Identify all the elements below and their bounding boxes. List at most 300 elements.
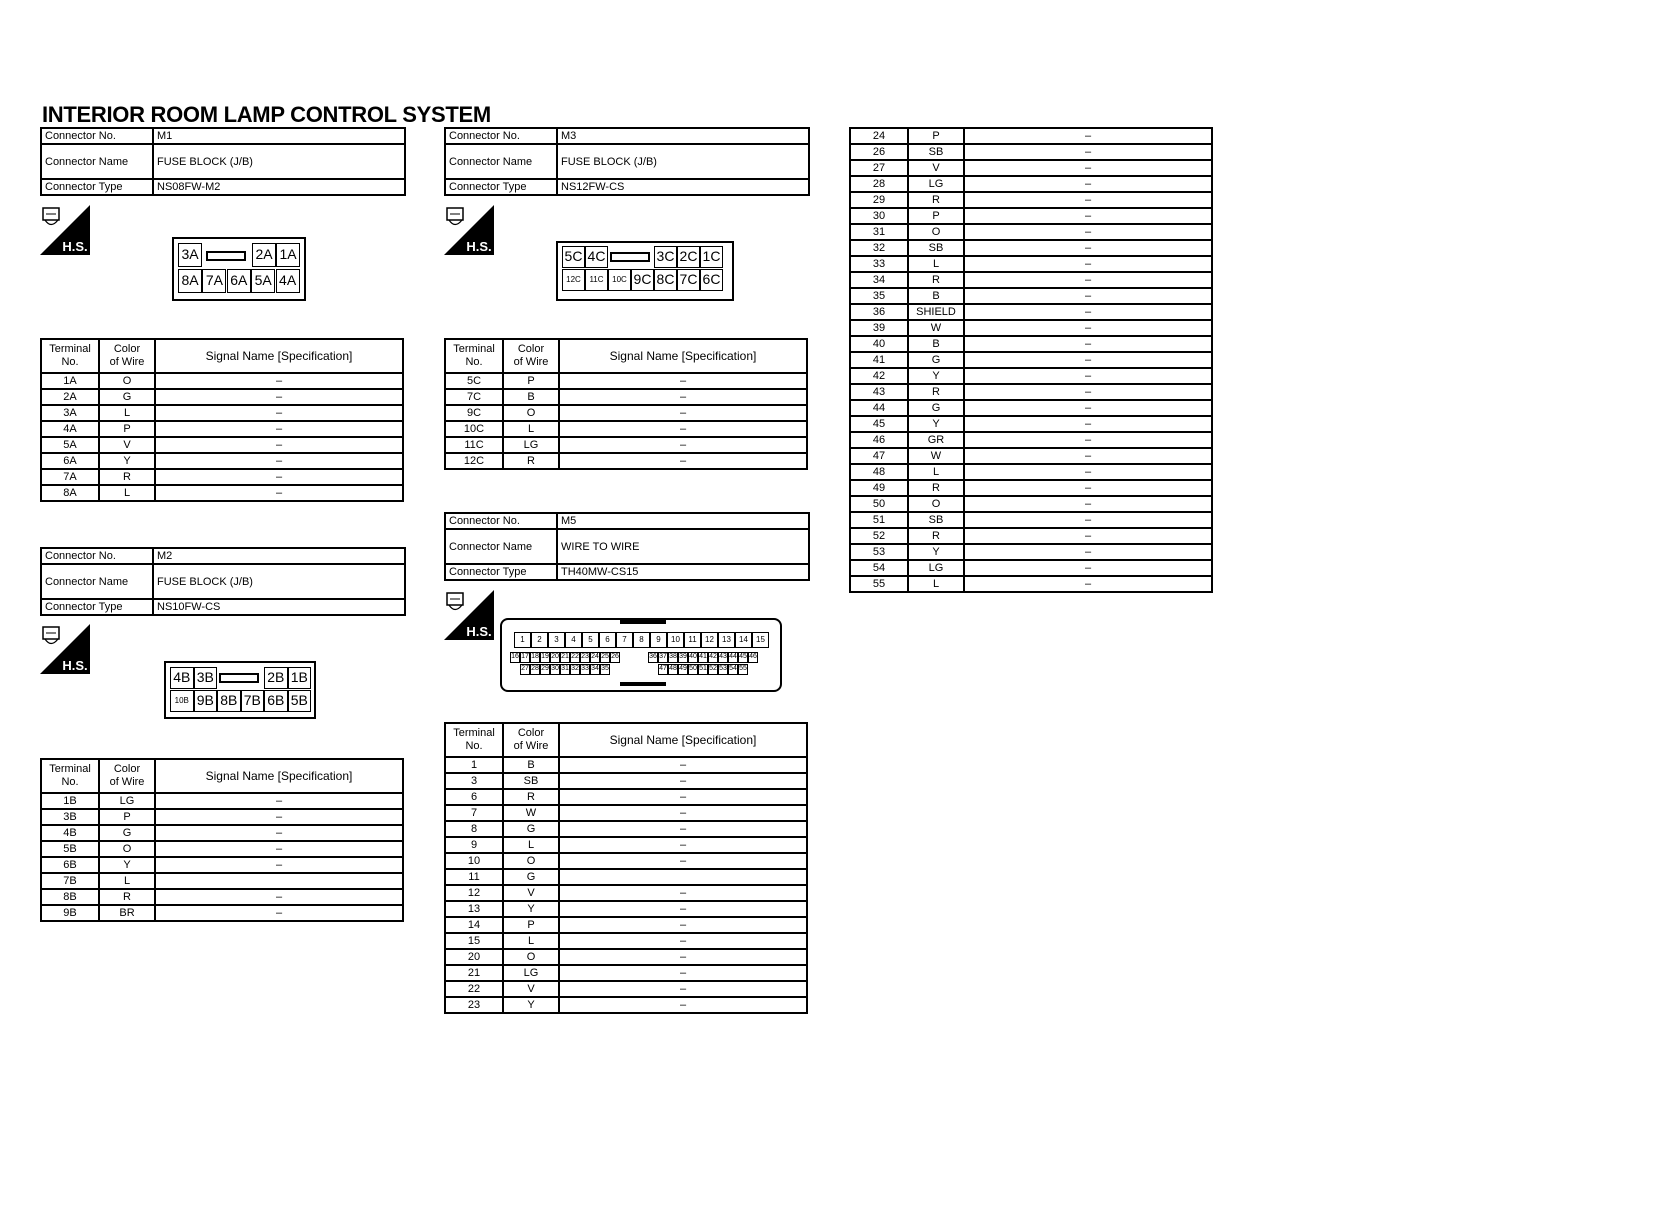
table-row bbox=[41, 809, 403, 825]
m1-connector-name: FUSE BLOCK (J/B) bbox=[153, 144, 405, 179]
connector-pin: 53 bbox=[718, 664, 728, 675]
signal-name: – bbox=[964, 336, 1212, 352]
connector-pin: 1B bbox=[288, 667, 312, 689]
connector-pin: 43 bbox=[718, 652, 728, 663]
terminal-no: 34 bbox=[850, 272, 908, 288]
table-row bbox=[445, 853, 807, 869]
table-row bbox=[850, 560, 1212, 576]
signal-name: – bbox=[964, 544, 1212, 560]
signal-name: – bbox=[964, 400, 1212, 416]
connector-pin: 20 bbox=[550, 652, 560, 663]
terminal-no: 2A bbox=[41, 389, 99, 405]
connector-pin: 28 bbox=[530, 664, 540, 675]
connector-pin: 6A bbox=[227, 269, 251, 293]
wire-color: G bbox=[503, 869, 559, 885]
connector-pin: 7A bbox=[202, 269, 226, 293]
connector-pin: 11C bbox=[585, 269, 608, 291]
connector-pin: 41 bbox=[698, 652, 708, 663]
connector-name-label: Connector Name bbox=[41, 564, 153, 599]
m5-terminal-table bbox=[444, 722, 808, 1014]
signal-name: – bbox=[964, 176, 1212, 192]
signal-name: – bbox=[559, 453, 807, 469]
wire-color: O bbox=[503, 405, 559, 421]
connector-pin: 16 bbox=[510, 652, 520, 663]
connector-no-label: Connector No. bbox=[41, 548, 153, 564]
connector-pin: 11 bbox=[684, 632, 701, 648]
connector-pin: 18 bbox=[530, 652, 540, 663]
table-row bbox=[445, 789, 807, 805]
connector-pin: 4 bbox=[565, 632, 582, 648]
signal-name: – bbox=[559, 437, 807, 453]
connector-pin: 44 bbox=[728, 652, 738, 663]
page-title: INTERIOR ROOM LAMP CONTROL SYSTEM bbox=[42, 102, 491, 127]
signal-name: – bbox=[559, 405, 807, 421]
signal-name: – bbox=[155, 809, 403, 825]
terminal-no: 9B bbox=[41, 905, 99, 921]
table-row bbox=[445, 757, 807, 773]
connector-latch bbox=[620, 682, 666, 686]
signal-name: – bbox=[964, 192, 1212, 208]
signal-name: – bbox=[155, 373, 403, 389]
signal-name: – bbox=[155, 437, 403, 453]
table-row bbox=[41, 857, 403, 873]
wire-color: L bbox=[908, 576, 964, 592]
wire-color: Y bbox=[99, 857, 155, 873]
terminal-no: 7 bbox=[445, 805, 503, 821]
signal-name: – bbox=[964, 528, 1212, 544]
m3-info-table bbox=[444, 127, 810, 196]
terminal-no: 8B bbox=[41, 889, 99, 905]
connector-pin: 52 bbox=[708, 664, 718, 675]
signal-name: – bbox=[559, 853, 807, 869]
terminal-no: 7A bbox=[41, 469, 99, 485]
table-row bbox=[41, 841, 403, 857]
connector-pin: 46 bbox=[748, 652, 758, 663]
table-row bbox=[850, 352, 1212, 368]
signal-name: – bbox=[155, 841, 403, 857]
terminal-no: 11C bbox=[445, 437, 503, 453]
wire-color: V bbox=[503, 885, 559, 901]
connector-pin: 9C bbox=[631, 269, 654, 291]
wire-color: O bbox=[503, 949, 559, 965]
wire-color: Y bbox=[908, 368, 964, 384]
connector-pin: 48 bbox=[668, 664, 678, 675]
terminal-no: 31 bbox=[850, 224, 908, 240]
connector-pin: 23 bbox=[580, 652, 590, 663]
wire-color: W bbox=[908, 448, 964, 464]
m1-connector-type: NS08FW-M2 bbox=[153, 179, 405, 195]
wire-color: L bbox=[99, 485, 155, 501]
table-row bbox=[850, 416, 1212, 432]
signal-name: – bbox=[559, 837, 807, 853]
signal-name: – bbox=[559, 821, 807, 837]
signal-name-header: Signal Name [Specification] bbox=[559, 723, 807, 757]
wire-color: G bbox=[99, 825, 155, 841]
table-row bbox=[850, 496, 1212, 512]
terminal-no: 1B bbox=[41, 793, 99, 809]
table-row bbox=[850, 464, 1212, 480]
connector-pin: 1A bbox=[276, 243, 300, 267]
table-row bbox=[41, 905, 403, 921]
table-row bbox=[850, 176, 1212, 192]
m1-connector-diagram bbox=[172, 237, 306, 301]
connector-no-label: Connector No. bbox=[445, 128, 557, 144]
connector-pin: 6B bbox=[264, 690, 288, 712]
terminal-no: 5B bbox=[41, 841, 99, 857]
connector-pin: 54 bbox=[728, 664, 738, 675]
connector-pin: 7B bbox=[241, 690, 265, 712]
wire-color: R bbox=[908, 528, 964, 544]
signal-name: – bbox=[964, 416, 1212, 432]
table-row bbox=[41, 793, 403, 809]
terminal-no: 54 bbox=[850, 560, 908, 576]
terminal-no: 36 bbox=[850, 304, 908, 320]
connector-pin: 35 bbox=[600, 664, 610, 675]
connector-pin: 26 bbox=[610, 652, 620, 663]
connector-pin: 22 bbox=[570, 652, 580, 663]
connector-pin: 47 bbox=[658, 664, 668, 675]
terminal-no: 5A bbox=[41, 437, 99, 453]
hs-icon bbox=[40, 205, 90, 255]
terminal-no: 21 bbox=[445, 965, 503, 981]
table-row bbox=[445, 837, 807, 853]
connector-latch bbox=[620, 618, 666, 624]
signal-name: – bbox=[559, 917, 807, 933]
signal-name: – bbox=[964, 432, 1212, 448]
table-row bbox=[850, 160, 1212, 176]
connector-pin: 5B bbox=[288, 690, 312, 712]
table-row bbox=[445, 373, 807, 389]
connector-pin: 21 bbox=[560, 652, 570, 663]
connector-no-label: Connector No. bbox=[445, 513, 557, 529]
wire-color: L bbox=[908, 464, 964, 480]
table-row bbox=[850, 544, 1212, 560]
connector-pin: 10 bbox=[667, 632, 684, 648]
wire-color: L bbox=[503, 421, 559, 437]
connector-pin: 19 bbox=[540, 652, 550, 663]
connector-pin: 38 bbox=[668, 652, 678, 663]
table-row bbox=[41, 469, 403, 485]
color-of-wire-header: Color of Wire bbox=[503, 723, 559, 757]
hs-icon-graphic bbox=[40, 205, 90, 255]
connector-pin: 14 bbox=[735, 632, 752, 648]
terminal-no: 7C bbox=[445, 389, 503, 405]
connector-pin: 51 bbox=[698, 664, 708, 675]
connector-pin: 55 bbox=[738, 664, 748, 675]
table-row bbox=[41, 825, 403, 841]
hs-icon-graphic bbox=[444, 205, 494, 255]
wire-color: R bbox=[503, 453, 559, 469]
connector-pin: 2A bbox=[252, 243, 276, 267]
signal-name: – bbox=[559, 421, 807, 437]
terminal-no: 11 bbox=[445, 869, 503, 885]
connector-pin: 9 bbox=[650, 632, 667, 648]
table-row bbox=[850, 400, 1212, 416]
wire-color: W bbox=[503, 805, 559, 821]
connector-pin: 15 bbox=[752, 632, 769, 648]
terminal-no-header: Terminal No. bbox=[445, 723, 503, 757]
wire-color: G bbox=[908, 400, 964, 416]
table-row bbox=[41, 373, 403, 389]
terminal-no: 20 bbox=[445, 949, 503, 965]
wire-color: B bbox=[503, 389, 559, 405]
m3-connector-diagram bbox=[556, 241, 734, 301]
connector-pin: 42 bbox=[708, 652, 718, 663]
connector-no-label: Connector No. bbox=[41, 128, 153, 144]
connector-lock bbox=[610, 252, 650, 262]
connector-pin: 4C bbox=[585, 246, 608, 268]
hs-label: H.S. bbox=[466, 624, 492, 639]
connector-pin: 45 bbox=[738, 652, 748, 663]
signal-name: – bbox=[964, 368, 1212, 384]
terminal-no: 28 bbox=[850, 176, 908, 192]
connector-pin: 4A bbox=[276, 269, 300, 293]
signal-name bbox=[155, 873, 403, 889]
terminal-no: 9C bbox=[445, 405, 503, 421]
wire-color: V bbox=[99, 437, 155, 453]
signal-name: – bbox=[155, 889, 403, 905]
wire-color: GR bbox=[908, 432, 964, 448]
hs-icon bbox=[444, 205, 494, 255]
terminal-no: 35 bbox=[850, 288, 908, 304]
wire-color: B bbox=[908, 336, 964, 352]
wire-color: O bbox=[908, 496, 964, 512]
table-row bbox=[850, 384, 1212, 400]
wire-color: SB bbox=[908, 512, 964, 528]
signal-name bbox=[559, 869, 807, 885]
connector-pin: 34 bbox=[590, 664, 600, 675]
terminal-no: 45 bbox=[850, 416, 908, 432]
m3-connector-no: M3 bbox=[557, 128, 809, 144]
table-row bbox=[850, 256, 1212, 272]
table-row bbox=[850, 512, 1212, 528]
signal-name: – bbox=[964, 384, 1212, 400]
connector-pin: 37 bbox=[658, 652, 668, 663]
wire-color: BR bbox=[99, 905, 155, 921]
table-row bbox=[41, 485, 403, 501]
connector-lock bbox=[206, 251, 246, 261]
terminal-no: 4A bbox=[41, 421, 99, 437]
wire-color: V bbox=[503, 981, 559, 997]
table-row bbox=[850, 368, 1212, 384]
terminal-no: 29 bbox=[850, 192, 908, 208]
table-row bbox=[445, 821, 807, 837]
terminal-no: 48 bbox=[850, 464, 908, 480]
connector-pin: 1 bbox=[514, 632, 531, 648]
table-row bbox=[445, 805, 807, 821]
terminal-no: 5C bbox=[445, 373, 503, 389]
terminal-no: 7B bbox=[41, 873, 99, 889]
connector-name-label: Connector Name bbox=[445, 144, 557, 179]
table-row bbox=[850, 576, 1212, 592]
table-row bbox=[850, 528, 1212, 544]
wire-color: R bbox=[99, 469, 155, 485]
terminal-no: 32 bbox=[850, 240, 908, 256]
m5-info-table bbox=[444, 512, 810, 581]
m3-connector-name: FUSE BLOCK (J/B) bbox=[557, 144, 809, 179]
connector-type-label: Connector Type bbox=[445, 179, 557, 195]
m5-connector-no: M5 bbox=[557, 513, 809, 529]
m5-terminal-table-continued bbox=[849, 127, 1213, 593]
table-row bbox=[41, 421, 403, 437]
terminal-no: 55 bbox=[850, 576, 908, 592]
signal-name-header: Signal Name [Specification] bbox=[559, 339, 807, 373]
wire-color: R bbox=[908, 272, 964, 288]
wire-color: LG bbox=[908, 176, 964, 192]
signal-name: – bbox=[155, 469, 403, 485]
table-row bbox=[445, 389, 807, 405]
table-row bbox=[850, 240, 1212, 256]
m2-connector-type: NS10FW-CS bbox=[153, 599, 405, 615]
wire-color: B bbox=[908, 288, 964, 304]
connector-pin: 2 bbox=[531, 632, 548, 648]
wire-color: R bbox=[908, 384, 964, 400]
connector-pin: 25 bbox=[600, 652, 610, 663]
connector-type-label: Connector Type bbox=[41, 599, 153, 615]
table-row bbox=[850, 128, 1212, 144]
terminal-no: 42 bbox=[850, 368, 908, 384]
terminal-no: 53 bbox=[850, 544, 908, 560]
m2-terminal-table bbox=[40, 758, 404, 922]
connector-pin: 50 bbox=[688, 664, 698, 675]
terminal-no: 12C bbox=[445, 453, 503, 469]
color-of-wire-header: Color of Wire bbox=[503, 339, 559, 373]
terminal-no: 10C bbox=[445, 421, 503, 437]
signal-name: – bbox=[964, 224, 1212, 240]
signal-name: – bbox=[155, 857, 403, 873]
connector-pin: 7 bbox=[616, 632, 633, 648]
table-row bbox=[850, 336, 1212, 352]
wire-color: P bbox=[908, 208, 964, 224]
table-row bbox=[850, 192, 1212, 208]
signal-name: – bbox=[964, 304, 1212, 320]
connector-pin: 2B bbox=[264, 667, 288, 689]
table-row bbox=[445, 453, 807, 469]
wire-color: Y bbox=[908, 416, 964, 432]
connector-type-label: Connector Type bbox=[41, 179, 153, 195]
connector-pin: 49 bbox=[678, 664, 688, 675]
signal-name: – bbox=[559, 981, 807, 997]
signal-name: – bbox=[964, 352, 1212, 368]
wire-color: Y bbox=[503, 901, 559, 917]
connector-pin: 17 bbox=[520, 652, 530, 663]
wire-color: R bbox=[503, 789, 559, 805]
terminal-no: 49 bbox=[850, 480, 908, 496]
m3-terminal-table bbox=[444, 338, 808, 470]
terminal-no: 52 bbox=[850, 528, 908, 544]
wire-color: G bbox=[503, 821, 559, 837]
wire-color: L bbox=[503, 933, 559, 949]
connector-pin: 6 bbox=[599, 632, 616, 648]
terminal-no: 4B bbox=[41, 825, 99, 841]
wire-color: SHIELD bbox=[908, 304, 964, 320]
connector-pin: 3A bbox=[178, 243, 202, 267]
connector-pin: 3 bbox=[548, 632, 565, 648]
connector-pin: 30 bbox=[550, 664, 560, 675]
table-row bbox=[445, 917, 807, 933]
m5-connector-diagram bbox=[500, 618, 782, 692]
signal-name: – bbox=[155, 405, 403, 421]
signal-name: – bbox=[559, 933, 807, 949]
table-row bbox=[850, 144, 1212, 160]
signal-name: – bbox=[155, 453, 403, 469]
wire-color: L bbox=[908, 256, 964, 272]
connector-pin: 3B bbox=[194, 667, 218, 689]
signal-name: – bbox=[559, 949, 807, 965]
m1-terminal-table bbox=[40, 338, 404, 502]
terminal-no: 8 bbox=[445, 821, 503, 837]
wire-color: L bbox=[503, 837, 559, 853]
table-row bbox=[445, 997, 807, 1013]
connector-pin: 4B bbox=[170, 667, 194, 689]
table-row bbox=[41, 437, 403, 453]
hs-icon bbox=[444, 590, 494, 640]
terminal-no: 13 bbox=[445, 901, 503, 917]
connector-pin: 36 bbox=[648, 652, 658, 663]
m2-info-table bbox=[40, 547, 406, 616]
terminal-no: 39 bbox=[850, 320, 908, 336]
terminal-no: 12 bbox=[445, 885, 503, 901]
table-row bbox=[445, 885, 807, 901]
hs-label: H.S. bbox=[62, 239, 88, 254]
signal-name-header: Signal Name [Specification] bbox=[155, 759, 403, 793]
signal-name-header: Signal Name [Specification] bbox=[155, 339, 403, 373]
m5-connector-name: WIRE TO WIRE bbox=[557, 529, 809, 564]
connector-pin: 8C bbox=[654, 269, 677, 291]
table-row bbox=[41, 889, 403, 905]
signal-name: – bbox=[964, 208, 1212, 224]
wire-color: SB bbox=[503, 773, 559, 789]
signal-name: – bbox=[559, 965, 807, 981]
table-row bbox=[850, 448, 1212, 464]
table-row bbox=[445, 405, 807, 421]
terminal-no: 3B bbox=[41, 809, 99, 825]
wire-color: LG bbox=[908, 560, 964, 576]
terminal-no: 30 bbox=[850, 208, 908, 224]
terminal-no: 3 bbox=[445, 773, 503, 789]
wire-color: LG bbox=[99, 793, 155, 809]
wire-color: SB bbox=[908, 144, 964, 160]
signal-name: – bbox=[559, 805, 807, 821]
wire-color: Y bbox=[908, 544, 964, 560]
terminal-no-header: Terminal No. bbox=[41, 759, 99, 793]
table-row bbox=[41, 405, 403, 421]
table-row bbox=[445, 421, 807, 437]
table-row bbox=[445, 949, 807, 965]
wire-color: P bbox=[503, 917, 559, 933]
connector-pin: 5A bbox=[251, 269, 275, 293]
m5-connector-type: TH40MW-CS15 bbox=[557, 564, 809, 580]
connector-pin: 8B bbox=[217, 690, 241, 712]
m1-connector-no: M1 bbox=[153, 128, 405, 144]
signal-name: – bbox=[155, 825, 403, 841]
terminal-no: 23 bbox=[445, 997, 503, 1013]
table-row bbox=[41, 453, 403, 469]
hs-icon-graphic bbox=[444, 590, 494, 640]
terminal-no: 8A bbox=[41, 485, 99, 501]
signal-name: – bbox=[964, 448, 1212, 464]
signal-name: – bbox=[964, 160, 1212, 176]
connector-pin: 9B bbox=[194, 690, 218, 712]
signal-name: – bbox=[964, 320, 1212, 336]
connector-pin: 7C bbox=[677, 269, 700, 291]
terminal-no: 46 bbox=[850, 432, 908, 448]
wire-color: Y bbox=[503, 997, 559, 1013]
table-row bbox=[445, 981, 807, 997]
wire-color: R bbox=[99, 889, 155, 905]
signal-name: – bbox=[559, 997, 807, 1013]
signal-name: – bbox=[964, 576, 1212, 592]
